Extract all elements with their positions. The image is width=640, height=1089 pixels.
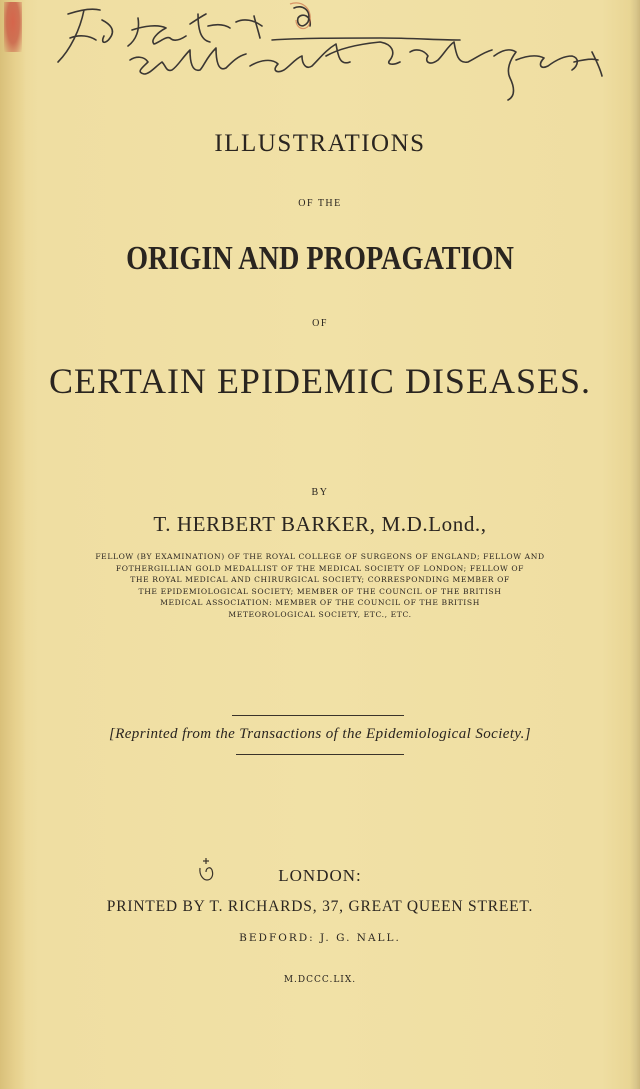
credential-line: THE EPIDEMIOLOGICAL SOCIETY; MEMBER OF THE COUNCIL OF THE BRITISH bbox=[138, 586, 502, 596]
rule-top bbox=[232, 715, 404, 716]
red-stain-mark bbox=[4, 2, 22, 52]
reprint-note: [Reprinted from the Transactions of the Epidemiological Society.] bbox=[108, 726, 532, 742]
imprint-place: LONDON: bbox=[278, 866, 362, 885]
connector-of-the: OF THE bbox=[298, 198, 342, 209]
author-name: T. HERBERT BARKER, M.D.Lond., bbox=[153, 512, 487, 536]
author-credentials bbox=[0, 551, 640, 620]
credential-line: FELLOW (BY EXAMINATION) OF THE ROYAL COLLEGE OF SURGEONS OF ENGLAND; FELLOW AND bbox=[95, 552, 545, 561]
imprint-bedford: BEDFORD: J. G. NALL. bbox=[239, 932, 401, 944]
credential-line: METEOROLOGICAL SOCIETY, ETC., ETC. bbox=[228, 609, 412, 619]
connector-of: OF bbox=[312, 318, 328, 329]
imprint-printer: PRINTED BY T. RICHARDS, 37, GREAT QUEEN STREET. bbox=[106, 898, 534, 915]
handwriting-signature-icon bbox=[40, 0, 620, 110]
byline-by: BY bbox=[311, 487, 329, 498]
title-line-epidemic-diseases: CERTAIN EPIDEMIC DISEASES. bbox=[49, 361, 591, 401]
credential-line: MEDICAL ASSOCIATION: MEMBER OF THE COUNCIL OF THE BRITISH bbox=[160, 598, 480, 607]
credential-line: THE ROYAL MEDICAL AND CHIRURGICAL SOCIETY; CORRESPONDING MEMBER OF bbox=[130, 575, 510, 584]
page-right-edge bbox=[630, 0, 640, 1089]
title-line-origin-propagation: ORIGIN AND PROPAGATION bbox=[126, 240, 514, 277]
handwritten-inscription bbox=[40, 0, 620, 110]
imprint-date: M.DCCC.LIX. bbox=[283, 975, 357, 985]
credential-line: FOTHERGILLIAN GOLD MEDALLIST OF THE MEDICAL SOCIETY OF LONDON; FELLOW OF bbox=[115, 563, 525, 573]
title-line-illustrations: ILLUSTRATIONS bbox=[214, 130, 426, 157]
page-binding-edge bbox=[0, 0, 26, 1089]
rule-bottom bbox=[236, 754, 404, 755]
